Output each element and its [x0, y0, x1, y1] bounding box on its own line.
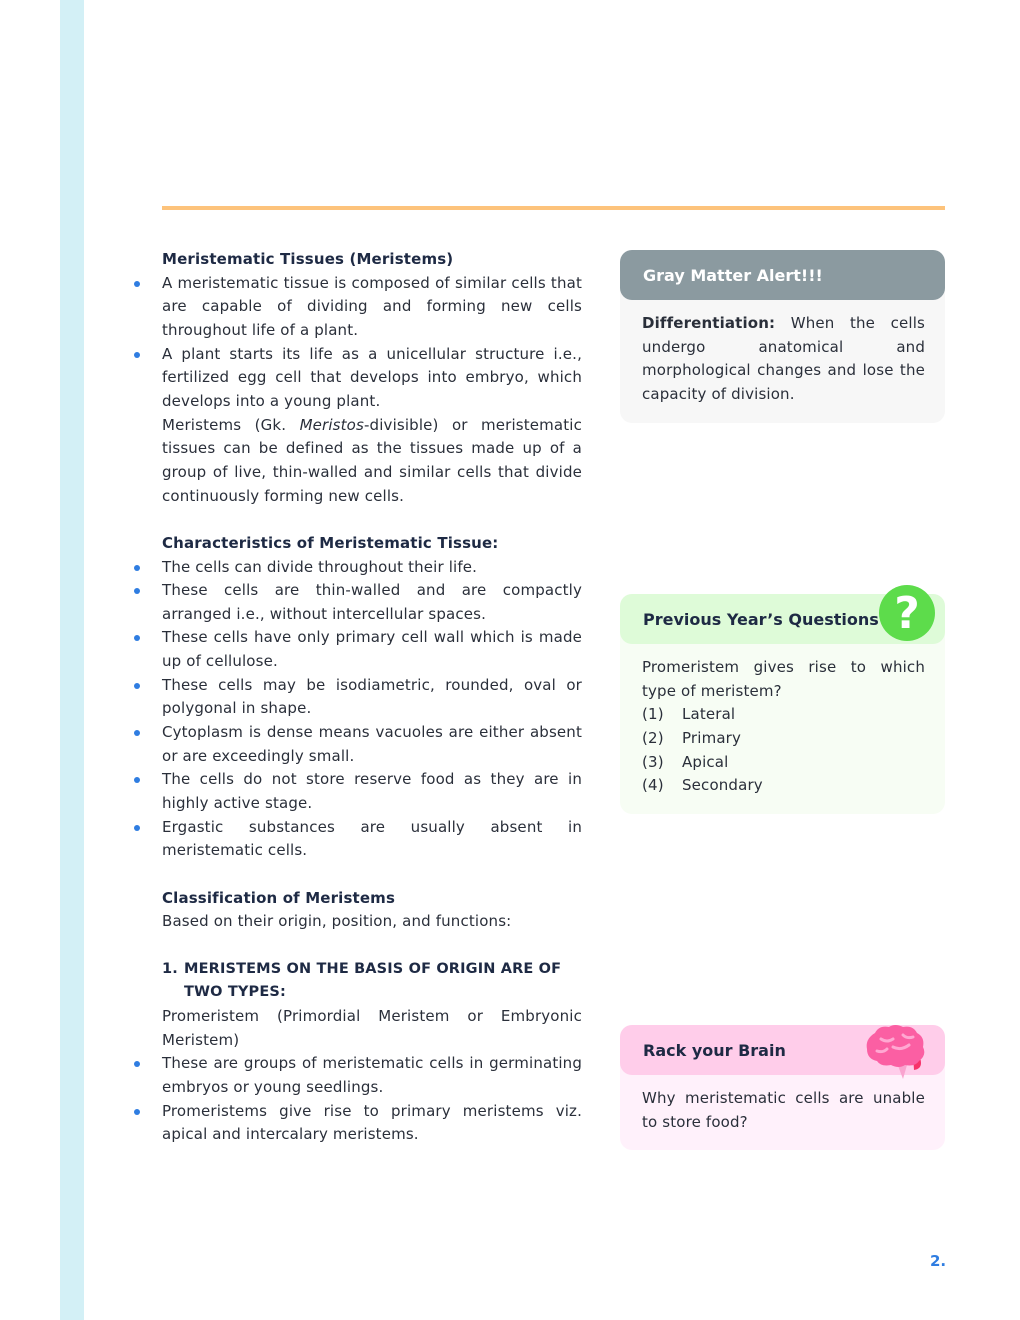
- section-heading: Classification of Meristems: [162, 888, 396, 907]
- option: [642, 727, 925, 751]
- option-number: (1): [642, 705, 664, 724]
- main-column: [162, 248, 582, 1147]
- bullet-list: [162, 272, 582, 414]
- box-body: [620, 300, 945, 423]
- intro-text: Based on their origin, position, and functions:: [162, 912, 512, 931]
- box-body: [620, 644, 945, 814]
- option-text: Secondary: [682, 776, 763, 795]
- list-item: Ergastic substances are usually absent in meristematic cells.: [162, 816, 582, 863]
- list-item: These cells are thin-walled and are compactly arranged i.e., without intercellular spaces.: [162, 579, 582, 626]
- section-heading: Characteristics of Meristematic Tissue:: [162, 533, 499, 552]
- header-rule: [162, 206, 945, 210]
- box-title: Gray Matter Alert!!!: [620, 250, 945, 300]
- box-title: Previous Year’s Questions: [643, 609, 879, 629]
- term: Differentiation:: [642, 314, 776, 332]
- list-item: A meristematic tissue is composed of similar cells that are capable of dividing and forming new cells throughout life of a plant.: [162, 272, 582, 343]
- numbered-heading-text: MERISTEMS ON THE BASIS OF ORIGIN ARE OF TWO TYPES:: [184, 960, 562, 1001]
- box-title: Rack your Brain: [643, 1040, 786, 1060]
- definition: When the cells undergo anatomical and morphological changes and lose the capacity of division.: [642, 314, 925, 403]
- option: [642, 703, 925, 727]
- box-body: Why meristematic cells are unable to store food?: [642, 1089, 925, 1131]
- list-item: The cells can divide throughout their life.: [162, 556, 582, 580]
- italic-term: Meristos: [299, 415, 364, 434]
- text: -divisible) or meristematic tissues can be defined as the tissues made up of a group of live, thin-walled and similar cells that divide continuously forming new cells.: [162, 415, 583, 505]
- side-stripe: [60, 0, 84, 1320]
- list-item: These are groups of meristematic cells in germinating embryos or young seedlings.: [162, 1052, 582, 1099]
- gray-matter-alert-box: [620, 250, 945, 423]
- list-item: The cells do not store reserve food as they are in highly active stage.: [162, 768, 582, 815]
- option-text: Lateral: [682, 705, 736, 724]
- option-number: (3): [642, 752, 664, 771]
- list-item: These cells have only primary cell wall which is made up of cellulose.: [162, 626, 582, 673]
- section-heading: Meristematic Tissues (Meristems): [162, 250, 454, 268]
- numbered-heading: [162, 958, 582, 1005]
- brain-icon: [863, 1025, 927, 1079]
- question-text: Promeristem gives rise to which type of meristem?: [642, 658, 925, 700]
- bullet-list: [162, 1052, 582, 1147]
- option-number: (4): [642, 776, 664, 795]
- list-item: These cells may be isodiametric, rounded, oval or polygonal in shape.: [162, 674, 582, 721]
- page-number: 2.: [930, 1252, 947, 1270]
- list-item: A plant starts its life as a unicellular structure i.e., fertilized egg cell that develops into embryo, which develops into a young plant.: [162, 343, 582, 414]
- option-number: (2): [642, 728, 664, 747]
- subheading-text: Promeristem (Primordial Meristem or Embryonic Meristem): [162, 1006, 582, 1049]
- option-text: Apical: [682, 752, 729, 771]
- text: Meristems (Gk.: [162, 415, 300, 434]
- option: [642, 774, 925, 798]
- number: 1.: [162, 960, 178, 977]
- option-text: Primary: [682, 728, 742, 747]
- previous-year-questions-box: [620, 587, 945, 814]
- question-icon: ?: [879, 585, 935, 641]
- rack-your-brain-box: [620, 1025, 945, 1150]
- option: [642, 751, 925, 775]
- paragraph: [162, 414, 582, 509]
- box-header: [620, 1025, 945, 1075]
- box-header: [620, 587, 945, 644]
- list-item: Promeristems give rise to primary meristems viz. apical and intercalary meristems.: [162, 1100, 582, 1147]
- bullet-list: [162, 556, 582, 864]
- list-item: Cytoplasm is dense means vacuoles are either absent or are exceedingly small.: [162, 721, 582, 768]
